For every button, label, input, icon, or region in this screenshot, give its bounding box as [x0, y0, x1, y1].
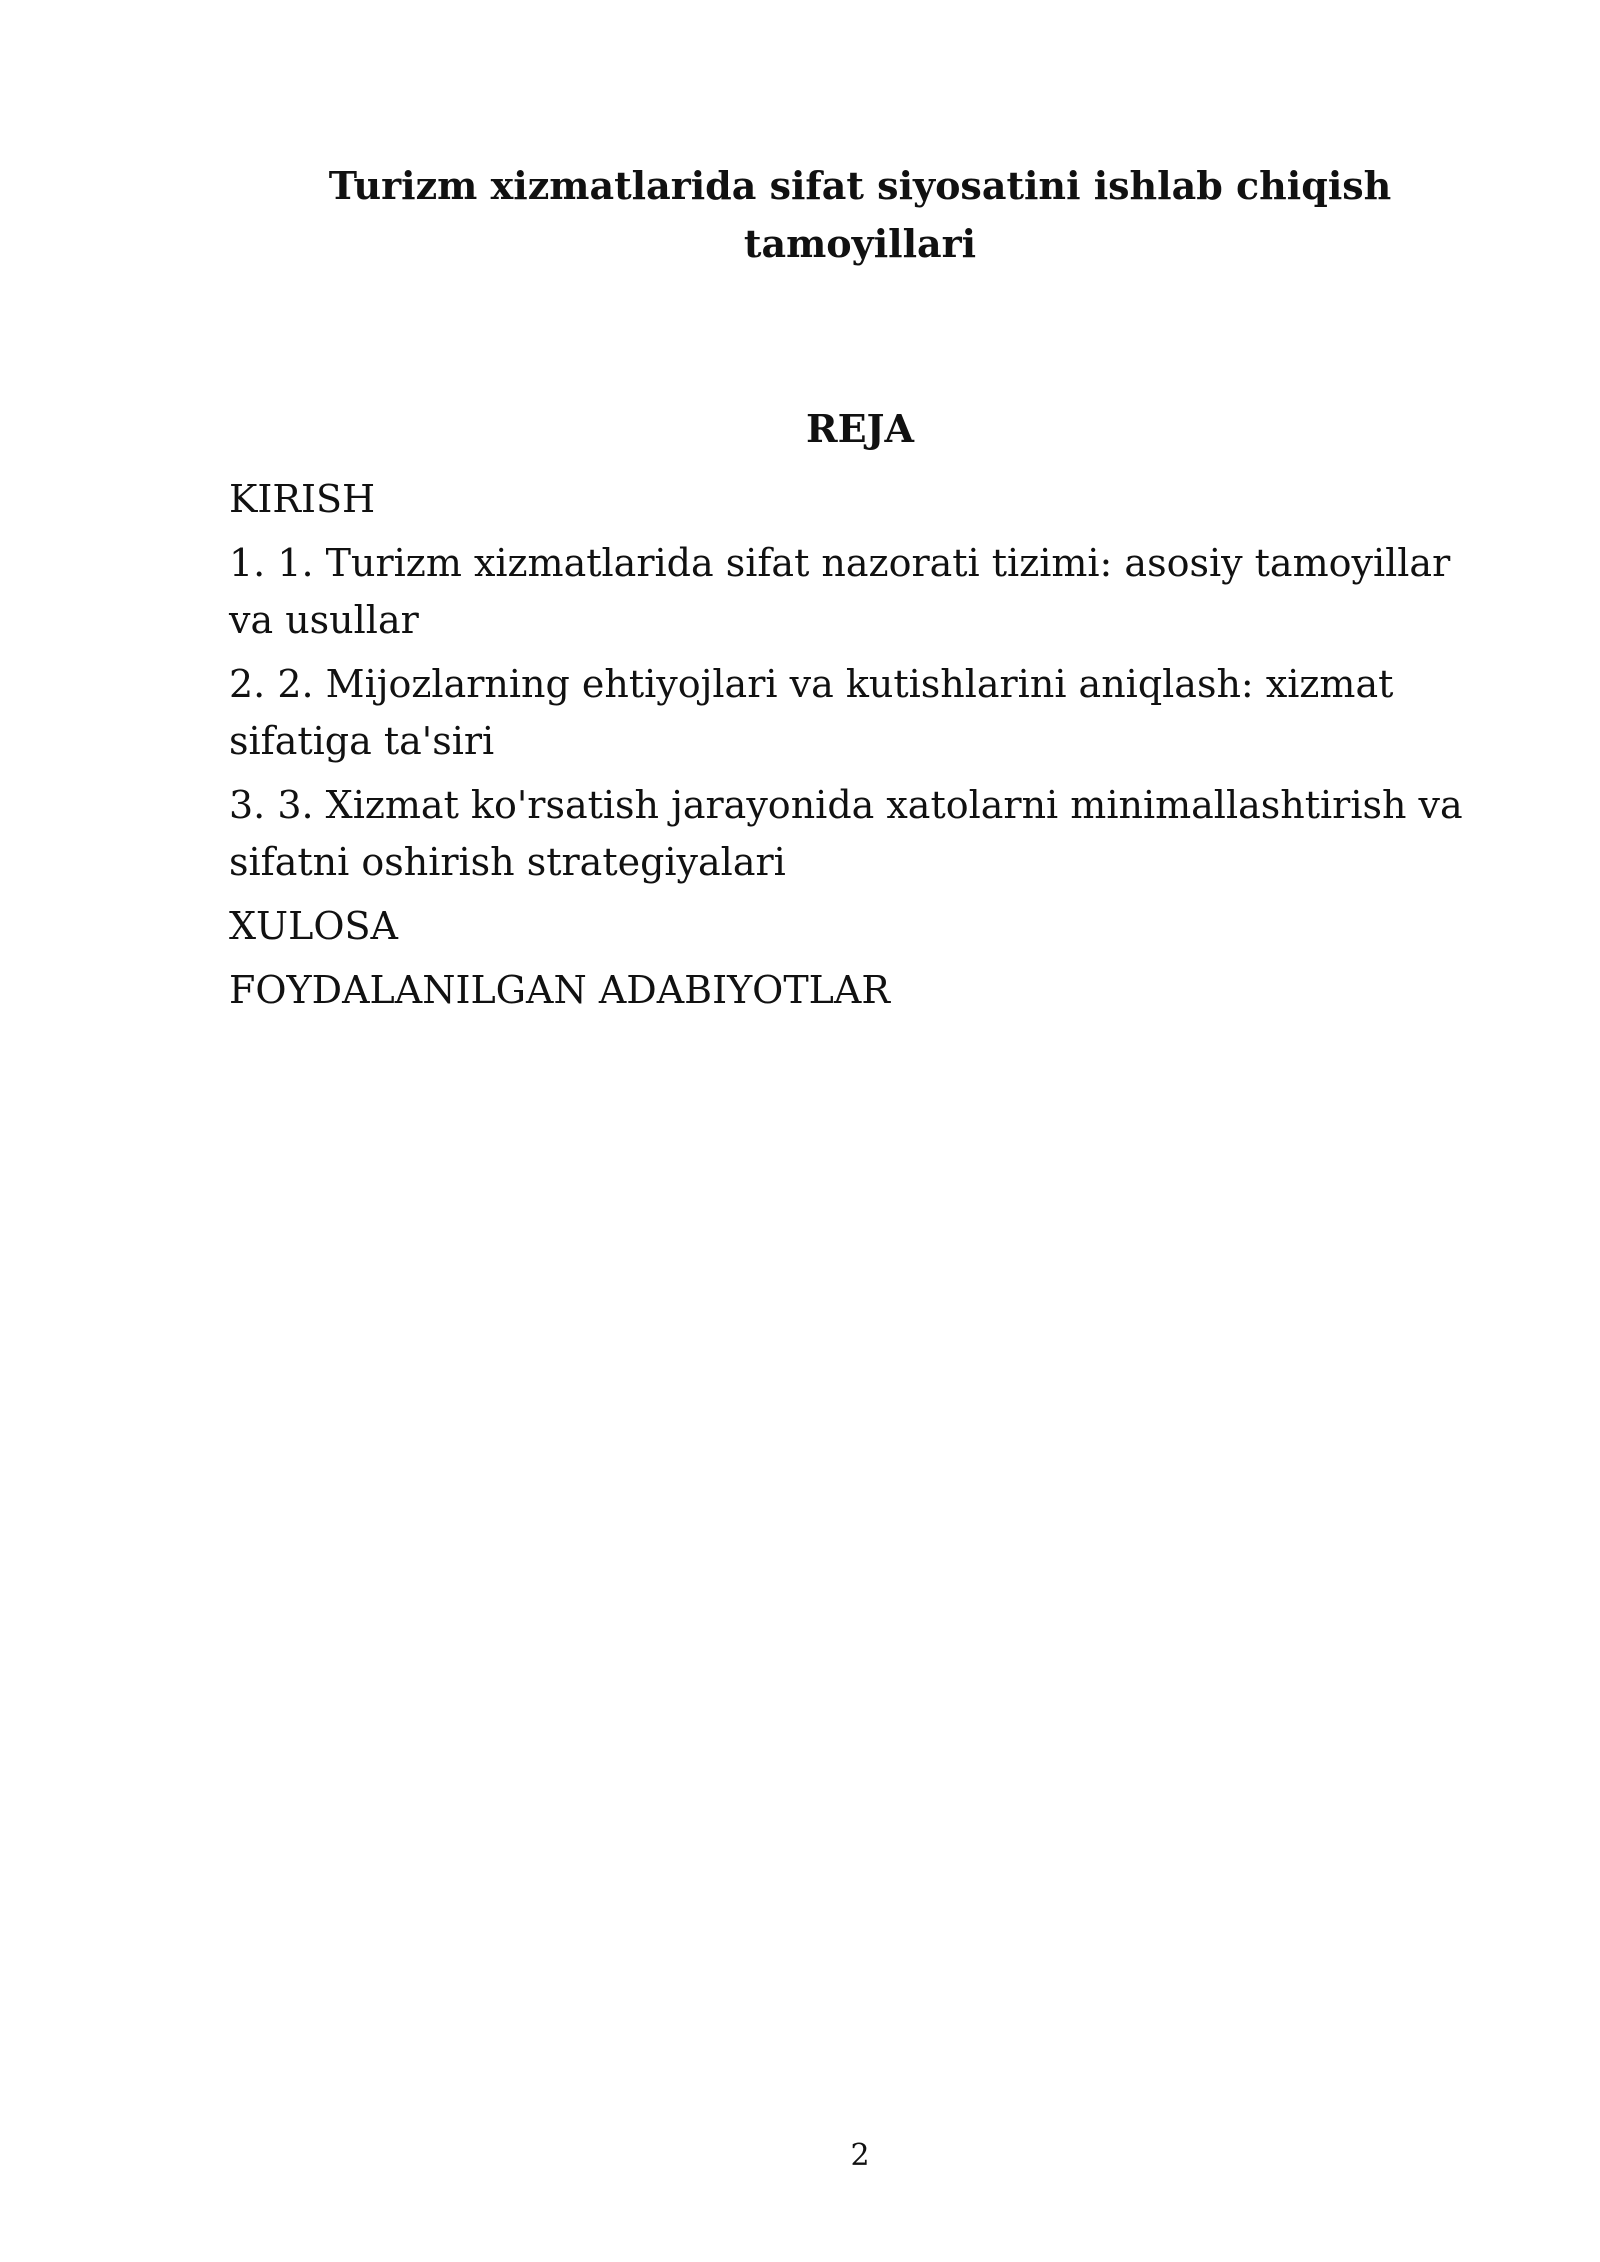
toc-item-section-2: 2. 2. Mijozlarning ehtiyojlari va kutishlarini aniqlash: xizmat sifatiga ta'siri — [229, 662, 1394, 763]
document-title-line-2: tamoyillari — [743, 221, 977, 266]
toc-item-references: FOYDALANILGAN ADABIYOTLAR — [229, 968, 890, 1012]
toc-item-conclusion: XULOSA — [229, 904, 398, 948]
table-of-contents — [229, 471, 1479, 1026]
page-number: 2 — [850, 2138, 870, 2173]
document-title-line-1: Turizm xizmatlarida sifat siyosatini ishlab chiqish — [328, 163, 1392, 208]
document-title — [230, 157, 1490, 273]
toc-item-introduction: KIRISH — [229, 477, 376, 521]
plan-heading: REJA — [805, 406, 914, 451]
toc-item-section-1: 1. 1. Turizm xizmatlarida sifat nazorati tizimi: asosiy tamoyillar va usullar — [229, 541, 1451, 642]
toc-item-section-3: 3. 3. Xizmat ko'rsatish jarayonida xatolarni minimallashtirish va sifatni oshirish strategiyalari — [229, 783, 1463, 884]
